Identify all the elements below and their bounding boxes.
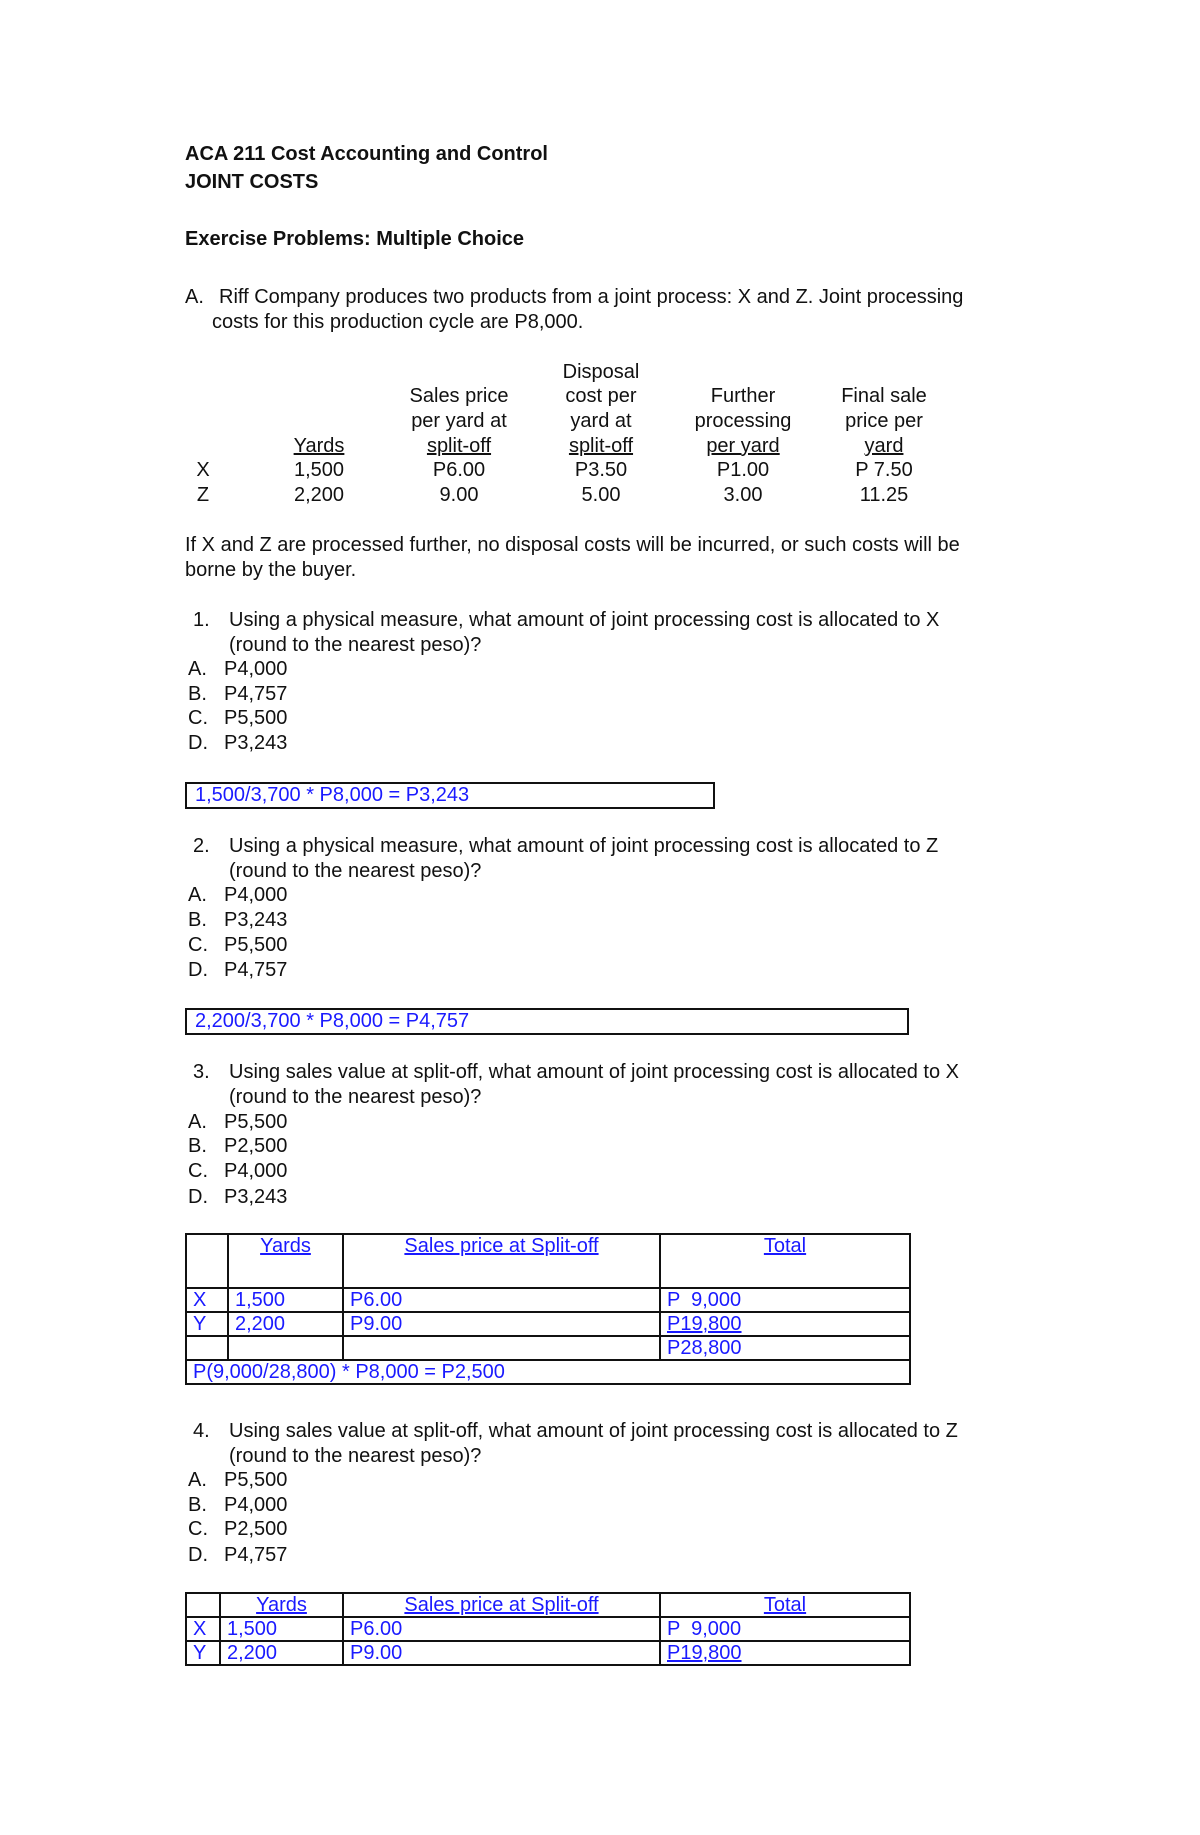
question-text: Using sales value at split-off, what amount of joint processing cost is allocated to X [229, 1061, 960, 1083]
column-header-sales-price: Sales price at Split-off [343, 1593, 660, 1617]
question-number: 2. [193, 835, 210, 857]
table-cell [186, 1593, 220, 1617]
table-cell: P 9,000 [660, 1617, 910, 1641]
table-cell [186, 1234, 228, 1288]
question-text: Using sales value at split-off, what amount of joint processing cost is allocated to Z [229, 1420, 958, 1442]
option-label: A. [188, 884, 207, 906]
table-cell [228, 1336, 343, 1360]
table-cell: 1,500 [228, 1288, 343, 1312]
option-label: A. [188, 658, 207, 680]
note-line2: borne by the buyer. [185, 559, 357, 581]
column-header-total: Total [660, 1234, 910, 1288]
header-further: Further [710, 385, 776, 407]
table-cell: 1,500 [220, 1617, 343, 1641]
table-row [186, 1312, 910, 1336]
table-cell: P19,800 [667, 1642, 742, 1664]
option-value: P3,243 [224, 732, 288, 754]
option-value: P4,000 [224, 658, 288, 680]
question-text: Using a physical measure, what amount of joint processing cost is allocated to X [229, 609, 940, 631]
row-further: P1.00 [716, 459, 770, 481]
table-row [186, 1617, 910, 1641]
problem-text-line2: costs for this production cycle are P8,000. [212, 311, 584, 333]
question-number: 1. [193, 609, 210, 631]
table-cell [343, 1336, 660, 1360]
question-text: Using a physical measure, what amount of joint processing cost is allocated to Z [229, 835, 939, 857]
row-final: P 7.50 [855, 459, 913, 481]
option-label: C. [188, 934, 208, 956]
header-sales: split-off [426, 435, 492, 457]
header-further: processing [694, 410, 792, 432]
option-label: D. [188, 732, 208, 754]
option-label: B. [188, 683, 207, 705]
table-cell: P19,800 [667, 1313, 742, 1335]
row-yards: 1,500 [293, 459, 345, 481]
option-value: P4,000 [224, 1160, 288, 1182]
row-disposal: P3.50 [574, 459, 628, 481]
table-cell: Y [186, 1641, 220, 1665]
option-label: D. [188, 1186, 208, 1208]
option-label: B. [188, 909, 207, 931]
table-cell: P6.00 [343, 1617, 660, 1641]
table-cell: P9.00 [343, 1312, 660, 1336]
answer-table [185, 1592, 911, 1666]
problem-label: A. [185, 286, 204, 308]
option-label: B. [188, 1135, 207, 1157]
note-line1: If X and Z are processed further, no disposal costs will be incurred, or such costs will be [185, 534, 960, 556]
table-cell: 2,200 [228, 1312, 343, 1336]
table-cell: P28,800 [660, 1336, 910, 1360]
column-header-yards: Yards [228, 1234, 343, 1288]
problem-text-line1: Riff Company produces two products from a joint process: X and Z. Joint processing [219, 286, 964, 308]
option-value: P5,500 [224, 1469, 288, 1491]
header-disposal: yard at [570, 410, 632, 432]
row-disposal: 5.00 [581, 484, 621, 506]
option-value: P3,243 [224, 909, 288, 931]
column-header-total: Total [660, 1593, 910, 1617]
option-label: B. [188, 1494, 207, 1516]
header-final: price per [845, 410, 923, 432]
section-title: Exercise Problems: Multiple Choice [185, 228, 524, 250]
row-product: X [196, 459, 210, 481]
question-text: (round to the nearest peso)? [229, 1086, 482, 1108]
row-sales: 9.00 [439, 484, 479, 506]
answer-table [185, 1233, 911, 1385]
header-final: Final sale [841, 385, 927, 407]
header-disposal: Disposal [562, 361, 640, 383]
option-label: C. [188, 1518, 208, 1540]
table-cell: 2,200 [220, 1641, 343, 1665]
option-value: P5,500 [224, 1111, 288, 1133]
header-yards: Yards [293, 435, 345, 457]
option-value: P2,500 [224, 1518, 288, 1540]
question-text: (round to the nearest peso)? [229, 1445, 482, 1467]
table-cell: X [186, 1617, 220, 1641]
table-row [186, 1288, 910, 1312]
option-label: C. [188, 707, 208, 729]
header-sales: Sales price [409, 385, 509, 407]
course-title: ACA 211 Cost Accounting and Control [185, 143, 548, 165]
option-label: A. [188, 1469, 207, 1491]
question-number: 4. [193, 1420, 210, 1442]
header-further: per yard [706, 435, 780, 457]
option-value: P4,757 [224, 959, 288, 981]
option-value: P4,757 [224, 1544, 288, 1566]
answer-formula: P(9,000/28,800) * P8,000 = P2,500 [186, 1360, 910, 1384]
header-disposal: cost per [565, 385, 637, 407]
question-text: (round to the nearest peso)? [229, 634, 482, 656]
option-value: P3,243 [224, 1186, 288, 1208]
option-value: P5,500 [224, 934, 288, 956]
header-final: yard [864, 435, 904, 457]
row-yards: 2,200 [293, 484, 345, 506]
table-cell: Y [186, 1312, 228, 1336]
row-sales: P6.00 [432, 459, 486, 481]
table-cell: X [186, 1288, 228, 1312]
column-header-sales-price: Sales price at Split-off [343, 1234, 660, 1288]
table-row [186, 1641, 910, 1665]
row-final: 11.25 [859, 484, 909, 506]
option-value: P4,757 [224, 683, 288, 705]
table-cell [186, 1336, 228, 1360]
table-cell: P6.00 [343, 1288, 660, 1312]
option-label: A. [188, 1111, 207, 1133]
option-label: D. [188, 959, 208, 981]
answer-box: 2,200/3,700 * P8,000 = P4,757 [185, 1008, 909, 1035]
table-row [186, 1336, 910, 1360]
option-value: P5,500 [224, 707, 288, 729]
header-disposal: split-off [568, 435, 634, 457]
row-product: Z [196, 484, 210, 506]
topic-title: JOINT COSTS [185, 171, 319, 193]
option-value: P4,000 [224, 1494, 288, 1516]
header-sales: per yard at [411, 410, 507, 432]
question-number: 3. [193, 1061, 210, 1083]
option-value: P4,000 [224, 884, 288, 906]
option-label: D. [188, 1544, 208, 1566]
option-label: C. [188, 1160, 208, 1182]
row-further: 3.00 [723, 484, 763, 506]
question-text: (round to the nearest peso)? [229, 860, 482, 882]
column-header-yards: Yards [220, 1593, 343, 1617]
table-cell: P 9,000 [660, 1288, 910, 1312]
option-value: P2,500 [224, 1135, 288, 1157]
answer-box: 1,500/3,700 * P8,000 = P3,243 [185, 782, 715, 809]
table-cell: P9.00 [343, 1641, 660, 1665]
